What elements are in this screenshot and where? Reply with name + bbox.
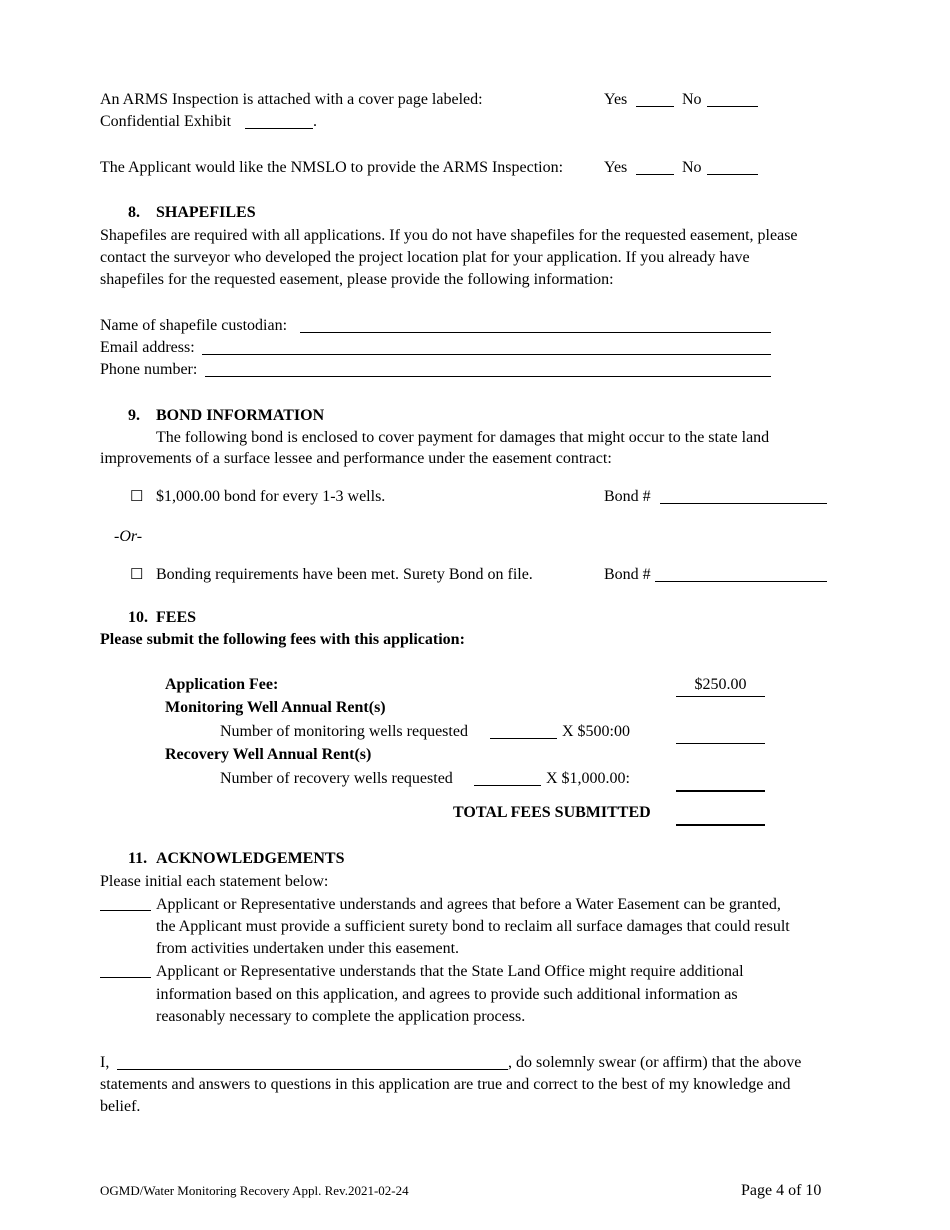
bond-number: 9. [128, 407, 140, 424]
email-field[interactable] [202, 354, 771, 355]
ack-instruction: Please initial each statement below: [100, 873, 329, 890]
phone-field[interactable] [205, 376, 771, 377]
bond-option1-label: $1,000.00 bond for every 1-3 wells. [156, 488, 386, 505]
ack-stmt2-line2: information based on this application, and agrees to provide such additional information as [156, 986, 738, 1003]
recovery-line-label: Number of recovery wells requested [220, 770, 453, 787]
ack-heading: ACKNOWLEDGEMENTS [156, 850, 345, 867]
ack-number: 11. [128, 850, 148, 867]
email-label: Email address: [100, 339, 195, 356]
ack-stmt1-line1: Applicant or Representative understands and agrees that before a Water Easement can be granted, [156, 896, 781, 913]
ack-stmt1-line2: the Applicant must provide a sufficient surety bond to reclaim all surface damages that could result [156, 918, 790, 935]
application-fee-label: Application Fee: [165, 676, 279, 693]
bond-option1-bond-field[interactable] [660, 503, 827, 504]
bond-option2-bond-label: Bond # [604, 566, 651, 583]
bond-paragraph [100, 427, 849, 449]
monitoring-rate: X $500:00 [562, 723, 630, 740]
recovery-count-field[interactable] [474, 785, 541, 786]
arms-attached-text: An ARMS Inspection is attached with a cover page labeled: [100, 91, 483, 108]
arms-provide-no-label: No [682, 159, 702, 176]
arms-provide-text: The Applicant would like the NMSLO to provide the ARMS Inspection: [100, 159, 564, 176]
arms-attached-yes-blank[interactable] [636, 106, 674, 107]
arms-attached-no-label: No [682, 91, 702, 108]
total-fees-field[interactable] [676, 824, 765, 826]
shapefiles-number: 8. [128, 204, 140, 221]
arms-attached-yes-label: Yes [604, 91, 628, 108]
oath-end: , do solemnly swear (or affirm) that the above [508, 1054, 802, 1071]
confidential-exhibit-blank[interactable] [245, 128, 313, 129]
ack-stmt2-line3: reasonably necessary to complete the application process. [156, 1008, 526, 1025]
ack-stmt1-initial-field[interactable] [100, 910, 151, 911]
bond-para-line1: The following bond is enclosed to cover payment for damages that might occur to the state land [156, 429, 770, 446]
recovery-amount-field[interactable] [676, 790, 765, 792]
recovery-rate: X $1,000.00: [546, 770, 630, 787]
bond-or-label: -Or- [114, 528, 143, 545]
bond-para-line2: improvements of a surface lessee and performance under the easement contract: [100, 450, 612, 467]
monitoring-count-field[interactable] [490, 738, 557, 739]
bond-option1-bond-label: Bond # [604, 488, 651, 505]
recovery-heading: Recovery Well Annual Rent(s) [165, 746, 372, 763]
bond-heading: BOND INFORMATION [156, 407, 325, 424]
shapefiles-heading: SHAPEFILES [156, 204, 256, 221]
shapefiles-para-line3: shapefiles for the requested easement, please provide the following information: [100, 271, 614, 288]
custodian-label: Name of shapefile custodian: [100, 317, 288, 334]
footer-page-number: Page 4 of 10 [741, 1182, 822, 1199]
oath-line3: belief. [100, 1098, 141, 1115]
monitoring-heading: Monitoring Well Annual Rent(s) [165, 699, 386, 716]
footer-form-id: OGMD/Water Monitoring Recovery Appl. Rev.2021-02-24 [100, 1183, 409, 1198]
monitoring-amount-field[interactable] [676, 743, 765, 744]
custodian-field[interactable] [300, 332, 771, 333]
arms-provide-yes-label: Yes [604, 159, 628, 176]
ack-stmt2-line1: Applicant or Representative understands that the State Land Office might require additional [156, 963, 744, 980]
oath-start: I, [100, 1054, 110, 1071]
shapefiles-para-line1: Shapefiles are required with all applications. If you do not have shapefiles for the requested easement, please [100, 227, 798, 244]
oath-name-field[interactable] [117, 1069, 508, 1070]
oath-line2: statements and answers to questions in this application are true and correct to the best of my knowledge and [100, 1076, 791, 1093]
arms-attached-no-blank[interactable] [707, 106, 758, 107]
bond-option2-checkbox[interactable]: ☐ [130, 567, 144, 583]
ack-stmt1-line3: from activities undertaken under this easement. [156, 940, 460, 957]
application-fee-underline [676, 696, 765, 697]
arms-provide-no-blank[interactable] [707, 174, 758, 175]
arms-provide-yes-blank[interactable] [636, 174, 674, 175]
confidential-exhibit-label: Confidential Exhibit [100, 113, 232, 130]
confidential-exhibit-period: . [313, 113, 317, 130]
application-fee-value: $250.00 [694, 676, 747, 693]
fees-number: 10. [128, 609, 148, 626]
ack-stmt2-initial-field[interactable] [100, 977, 151, 978]
fees-heading: FEES [156, 609, 197, 626]
shapefiles-para-line2: contact the surveyor who developed the project location plat for your application. If you already have [100, 249, 750, 266]
phone-label: Phone number: [100, 361, 198, 378]
bond-option2-label: Bonding requirements have been met. Surety Bond on file. [156, 566, 533, 583]
fees-instruction: Please submit the following fees with this application: [100, 631, 465, 648]
bond-option2-bond-field[interactable] [655, 581, 827, 582]
total-fees-label: TOTAL FEES SUBMITTED [453, 804, 651, 821]
bond-option1-checkbox[interactable]: ☐ [130, 489, 144, 505]
monitoring-line-label: Number of monitoring wells requested [220, 723, 468, 740]
